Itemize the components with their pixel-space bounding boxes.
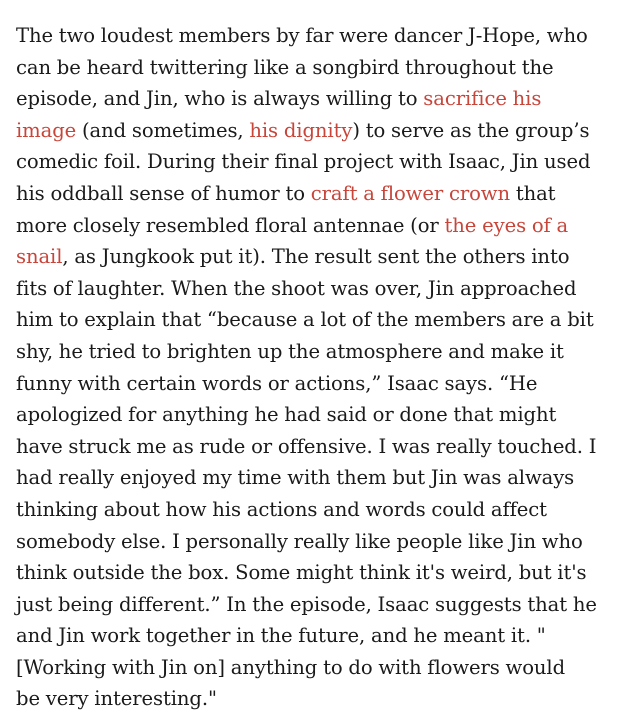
inline-link[interactable]: craft a flower crown — [310, 181, 510, 205]
text-line — [16, 589, 606, 621]
text-line — [16, 557, 606, 589]
text-segment: can be heard twittering like a songbird throughout the — [16, 55, 554, 79]
text-segment: think outside the box. Some might think it's weird, but it's — [16, 561, 587, 585]
text-segment: episode, and Jin, who is always willing to — [16, 87, 424, 111]
text-segment: , as Jungkook put it). The result sent the others into — [62, 245, 570, 269]
text-segment: thinking about how his actions and words could affect — [16, 497, 547, 521]
text-line — [16, 146, 606, 178]
inline-link[interactable]: the eyes of a — [444, 213, 569, 237]
text-segment: shy, he tried to brighten up the atmosphere and make it — [16, 339, 564, 363]
text-line — [16, 20, 606, 52]
text-line — [16, 620, 606, 652]
text-line — [16, 399, 606, 431]
text-line — [16, 336, 606, 368]
text-segment: The two loudest members by far were dancer J-Hope, who — [16, 24, 588, 47]
text-segment: just being different.” In the episode, Isaac suggests that he — [16, 592, 597, 616]
inline-link[interactable]: sacrifice his — [423, 87, 542, 111]
text-line — [16, 462, 606, 494]
inline-link[interactable]: snail — [16, 245, 63, 269]
text-segment: funny with certain words or actions,” Isaac says. “He — [16, 371, 538, 395]
text-segment: (and sometimes, — [76, 118, 250, 142]
text-line — [16, 178, 606, 210]
text-line — [16, 304, 606, 336]
text-segment: had really enjoyed my time with them but Jin was always — [16, 466, 575, 490]
text-line — [16, 431, 606, 463]
text-line — [16, 652, 606, 684]
text-segment: that — [509, 181, 556, 205]
text-segment: apologized for anything he had said or done that might — [16, 403, 557, 427]
text-line — [16, 273, 606, 305]
inline-link[interactable]: image — [16, 118, 77, 142]
text-line — [16, 368, 606, 400]
text-segment: have struck me as rude or offensive. I was really touched. I — [16, 434, 597, 458]
text-line — [16, 494, 606, 526]
text-segment: his oddball sense of humor to — [16, 181, 311, 205]
text-segment: and Jin work together in the future, and he meant it. " — [16, 624, 546, 648]
text-segment: somebody else. I personally really like people like Jin who — [16, 529, 583, 553]
text-line — [16, 526, 606, 558]
text-line — [16, 52, 606, 84]
text-segment: more closely resembled floral antennae (or — [16, 213, 445, 237]
text-segment: fits of laughter. When the shoot was over, Jin approached — [16, 276, 577, 300]
text-line — [16, 83, 606, 115]
text-segment: be very interesting." — [16, 687, 217, 711]
inline-link[interactable]: his dignity — [249, 118, 353, 142]
text-segment: [Working with Jin on] anything to do with flowers would — [16, 655, 566, 679]
text-line — [16, 115, 606, 147]
text-line — [16, 241, 606, 273]
text-segment: him to explain that “because a lot of the members are a bit — [16, 308, 594, 332]
text-line — [16, 210, 606, 242]
text-segment: ) to serve as the group’s — [352, 118, 590, 142]
article-paragraph — [16, 20, 606, 715]
text-segment: comedic foil. During their final project with Isaac, Jin used — [16, 150, 591, 174]
text-line — [16, 683, 606, 715]
